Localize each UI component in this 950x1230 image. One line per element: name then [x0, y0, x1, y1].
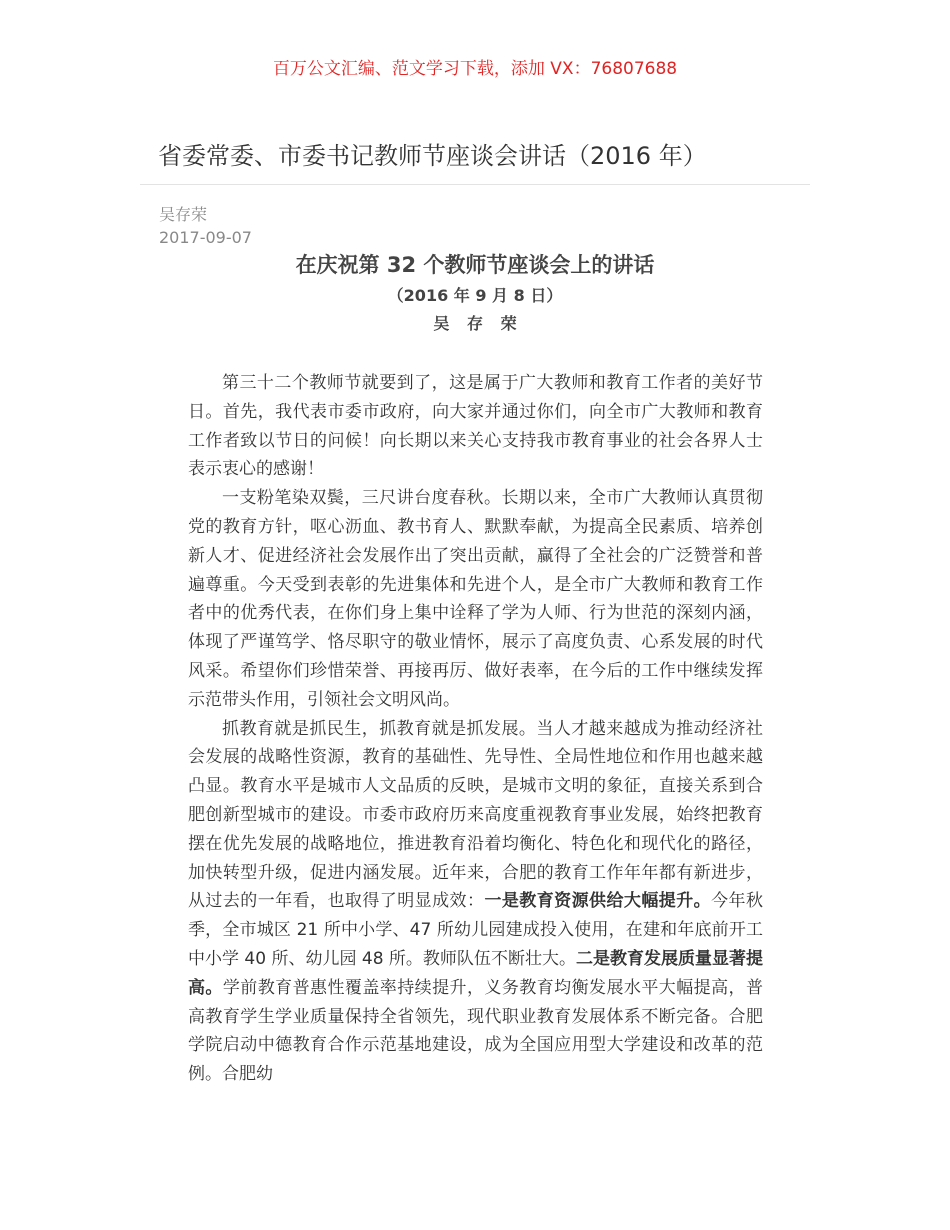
article-author: 吴存荣 — [159, 205, 208, 224]
paragraph-1: 第三十二个教师节就要到了，这是属于广大教师和教育工作者的美好节日。首先，我代表市委市政府，向大家并通过你们，向全市广大教师和教育工作者致以节日的问候！向长期以来关心支持我市教育事业的社会各界人士表示衷心的感谢！ — [188, 373, 763, 480]
title-divider — [140, 184, 810, 185]
highlight-quality: 二是教育发展质量显著提高。 — [188, 948, 764, 998]
speech-title: 在庆祝第 32 个教师节座谈会上的讲话 — [295, 253, 655, 277]
speech-date: （2016 年 9 月 8 日） — [387, 286, 563, 305]
article-date: 2017-09-07 — [159, 228, 252, 247]
paragraph-3-text-3: 学前教育普惠性覆盖率持续提升，义务教育均衡发展水平大幅提高，普高教育学生学业质量保持全省领先，现代职业教育发展体系不断完备。合肥学院启动中德教育合作示范基地建设，成为全国应用型大学建设和改革的范例。合肥幼 — [188, 977, 763, 1085]
speech-author: 吴 存 荣 — [433, 314, 523, 333]
highlight-resources: 一是教育资源供给大幅提升。 — [484, 891, 712, 912]
page-title: 省委常委、市委书记教师节座谈会讲话（2016 年） — [158, 142, 707, 170]
paragraph-3 — [188, 715, 763, 1089]
download-banner: 百万公文汇编、范文学习下载，添加 VX：76807688 — [272, 59, 678, 79]
paragraph-2: 一支粉笔染双鬓，三尺讲台度春秋。长期以来，全市广大教师认真贯彻党的教育方针，呕心沥血、教书育人、默默奉献，为提高全民素质、培养创新人才、促进经济社会发展作出了突出贡献，赢得了全社会的广泛赞誉和普遍尊重。今天受到表彰的先进集体和先进个人，是全市广大教师和教育工作者中的优秀代表，在你们身上集中诠释了学为人师、行为世范的深刻内涵，体现了严谨笃学、恪尽职守的敬业情怀，展示了高度负责、心系发展的时代风采。希望你们珍惜荣誉、再接再厉、做好表率，在今后的工作中继续发挥示范带头作用，引领社会文明风尚。 — [188, 488, 763, 710]
paragraph-3-text-2: 今年秋季，全市城区 21 所中小学、47 所幼儿园建成投入使用，在建和年底前开工中小学 40 所、幼儿园 48 所。教师队伍不断壮大。 — [188, 891, 763, 969]
article-body — [188, 369, 763, 1089]
paragraph-3-text-1: 抓教育就是抓民生，抓教育就是抓发展。当人才越来越成为推动经济社会发展的战略性资源，教育的基础性、先导性、全局性地位和作用也越来越凸显。教育水平是城市人文品质的反映，是城市文明的象征，直接关系到合肥创新型城市的建设。市委市政府历来高度重视教育事业发展，始终把教育摆在优先发展的战略地位，推进教育沿着均衡化、特色化和现代化的路径，加快转型升级，促进内涵发展。近年来，合肥的教育工作年年都有新进步，从过去的一年看，也取得了明显成效： — [188, 718, 763, 912]
